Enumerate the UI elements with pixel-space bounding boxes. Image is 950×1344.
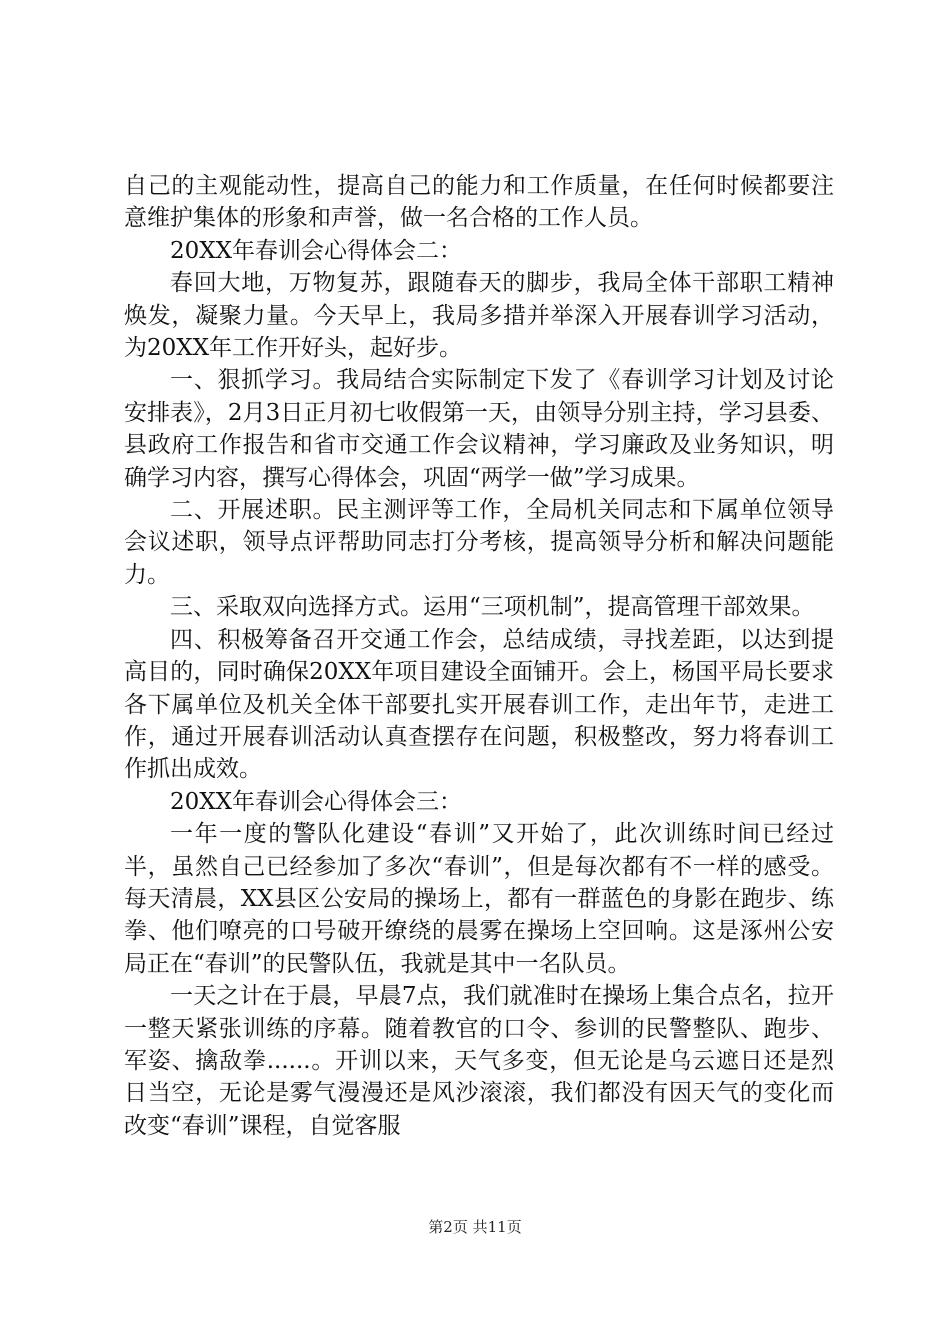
paragraph: 四、积极筹备召开交通工作会，总结成绩，寻找差距，以达到提高目的，同时确保20XX年项目建设全面铺开。会上，杨国平局长要求各下属单位及机关全体干部要扎实开展春训工作，走出年节，走进工作，通过开展春训活动认真查摆存在问题，积极整改，努力将春训工作抓出成效。	[124, 626, 834, 783]
document-body	[124, 170, 834, 1142]
paragraph: 春回大地，万物复苏，跟随春天的脚步，我局全体干部职工精神焕发，凝聚力量。今天早上，我局多措并举深入开展春训学习活动，为20XX年工作开好头，起好步。	[124, 270, 834, 362]
paragraph: 二、开展述职。民主测评等工作，全局机关同志和下属单位领导会议述职，领导点评帮助同志打分考核，提高领导分析和解决问题能力。	[124, 497, 834, 588]
section-heading-3: 20XX年春训会心得体会三：	[170, 788, 463, 815]
paragraph: 一、狠抓学习。我局结合实际制定下发了《春训学习计划及讨论安排表》，2月3日正月初七收假第一天，由领导分别主持，学习县委、县政府工作报告和省市交通工作会议精神，学习廉政及业务知识，明确学习内容，撰写心得体会，巩固“两学一做”学习成果。	[124, 367, 834, 491]
page-footer: 第2页 共11页	[428, 1218, 522, 1236]
section-heading-2: 20XX年春训会心得体会二：	[170, 237, 463, 264]
paragraph: 三、采取双向选择方式。运用“三项机制”，提高管理干部效果。	[170, 594, 815, 621]
paragraph-continuation: 自己的主观能动性，提高自己的能力和工作质量，在任何时候都要注意维护集体的形象和声誉，做一名合格的工作人员。	[124, 173, 834, 232]
paragraph: 一年一度的警队化建设“春训”又开始了，此次训练时间已经过半，虽然自己已经参加了多次“春训”，但是每次都有不一样的感受。每天清晨，XX县区公安局的操场上，都有一群蓝色的身影在跑步、练拳、他们嘹亮的口号破开缭绕的晨雾在操场上空回响。这是涿州公安局正在“春训”的民警队伍，我就是其中一名队员。	[124, 821, 834, 977]
paragraph: 一天之计在于晨，早晨7点，我们就准时在操场上集合点名，拉开一整天紧张训练的序幕。随着教官的口令、参训的民警整队、跑步、军姿、擒敌拳......。开训以来，天气多变，但无论是乌云遮日还是烈日当空，无论是雾气漫漫还是风沙滚滚，我们都没有因天气的变化而改变“春训”课程，自觉客服	[124, 983, 834, 1139]
